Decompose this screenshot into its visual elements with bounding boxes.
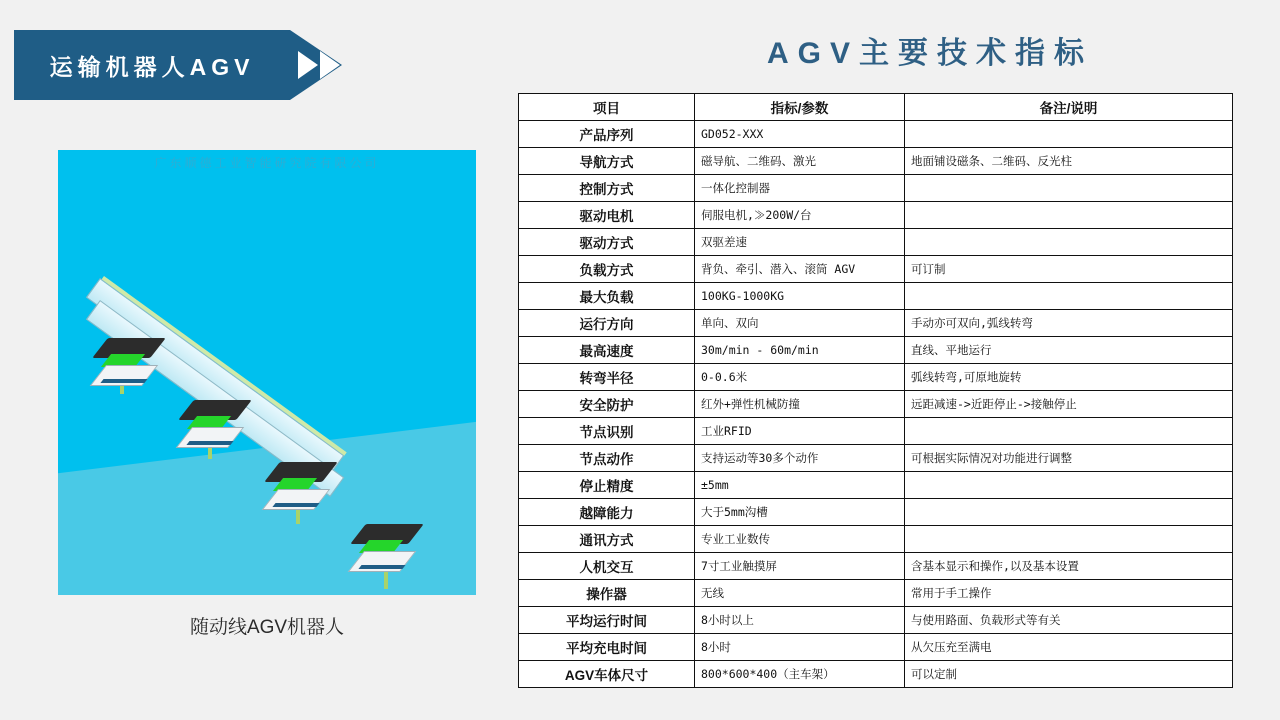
cell-note: [905, 202, 1233, 229]
spec-table: [518, 93, 1233, 688]
cell-note: [905, 229, 1233, 256]
section-banner: [14, 30, 384, 100]
cell-item: AGV车体尺寸: [519, 661, 695, 688]
cell-item: 导航方式: [519, 148, 695, 175]
cell-item: 产品序列: [519, 121, 695, 148]
cell-value: 100KG-1000KG: [695, 283, 905, 310]
cell-note: [905, 121, 1233, 148]
table-row: [519, 148, 1233, 175]
cell-item: 平均运行时间: [519, 607, 695, 634]
cell-value: ±5mm: [695, 472, 905, 499]
table-row: [519, 391, 1233, 418]
cell-value: 无线: [695, 580, 905, 607]
cell-note: 含基本显示和操作,以及基本设置: [905, 553, 1233, 580]
table-row: [519, 445, 1233, 472]
table-row: [519, 121, 1233, 148]
illustration-canvas: [58, 150, 476, 595]
agv-robot: [352, 524, 424, 576]
cell-item: 负载方式: [519, 256, 695, 283]
cell-note: 直线、平地运行: [905, 337, 1233, 364]
cell-value: 800*600*400（主车架）: [695, 661, 905, 688]
cell-item: 节点识别: [519, 418, 695, 445]
table-row: [519, 310, 1233, 337]
cell-item: 节点动作: [519, 445, 695, 472]
cell-value: 一体化控制器: [695, 175, 905, 202]
table-row: [519, 283, 1233, 310]
cell-item: 越障能力: [519, 499, 695, 526]
cell-note: 常用于手工操作: [905, 580, 1233, 607]
cell-note: 可订制: [905, 256, 1233, 283]
table-row: [519, 175, 1233, 202]
cell-item: 最大负载: [519, 283, 695, 310]
agv-base-strip: [186, 441, 233, 445]
cell-value: 支持运动等30多个动作: [695, 445, 905, 472]
cell-note: [905, 175, 1233, 202]
table-row: [519, 499, 1233, 526]
cell-note: 手动亦可双向,弧线转弯: [905, 310, 1233, 337]
cell-value: 工业RFID: [695, 418, 905, 445]
chevron-right-icon: [320, 51, 340, 79]
table-row: [519, 472, 1233, 499]
table-row: [519, 364, 1233, 391]
agv-base-strip: [100, 379, 147, 383]
cell-value: 专业工业数传: [695, 526, 905, 553]
agv-robot: [94, 338, 166, 390]
table-row: [519, 418, 1233, 445]
cell-value: 单向、双向: [695, 310, 905, 337]
cell-note: 可根据实际情况对功能进行调整: [905, 445, 1233, 472]
cell-item: 控制方式: [519, 175, 695, 202]
agv-base-strip: [358, 565, 405, 569]
cell-note: 可以定制: [905, 661, 1233, 688]
column-header-item: 项目: [519, 94, 695, 121]
cell-item: 通讯方式: [519, 526, 695, 553]
table-row: [519, 553, 1233, 580]
cell-item: 人机交互: [519, 553, 695, 580]
cell-value: 背负、牵引、潜入、滚筒 AGV: [695, 256, 905, 283]
cell-item: 最高速度: [519, 337, 695, 364]
cell-note: [905, 418, 1233, 445]
cell-note: 地面铺设磁条、二维码、反光柱: [905, 148, 1233, 175]
cell-item: 安全防护: [519, 391, 695, 418]
agv-illustration: [58, 150, 476, 595]
table-row: [519, 526, 1233, 553]
cell-value: 红外+弹性机械防撞: [695, 391, 905, 418]
cell-note: [905, 283, 1233, 310]
agv-robot: [266, 462, 338, 514]
table-header-row: [519, 94, 1233, 121]
cell-value: 0-0.6米: [695, 364, 905, 391]
cell-item: 驱动电机: [519, 202, 695, 229]
agv-robot: [180, 400, 252, 452]
cell-value: 7寸工业触摸屏: [695, 553, 905, 580]
column-header-value: 指标/参数: [695, 94, 905, 121]
cell-note: [905, 526, 1233, 553]
cell-note: 弧线转弯,可原地旋转: [905, 364, 1233, 391]
cell-value: 伺服电机,≫200W/台: [695, 202, 905, 229]
cell-value: 大于5mm沟槽: [695, 499, 905, 526]
cell-item: 转弯半径: [519, 364, 695, 391]
illustration-caption: 随动线AGV机器人: [189, 617, 345, 638]
table-row: [519, 337, 1233, 364]
table-row: [519, 229, 1233, 256]
agv-base-strip: [272, 503, 319, 507]
cell-value: GD052-XXX: [695, 121, 905, 148]
banner-label: 运输机器人AGV: [49, 53, 255, 80]
cell-note: 远距减速->近距停止->接触停止: [905, 391, 1233, 418]
cell-item: 平均充电时间: [519, 634, 695, 661]
cell-value: 30m/min - 60m/min: [695, 337, 905, 364]
table-row: [519, 607, 1233, 634]
cell-value: 双驱差速: [695, 229, 905, 256]
cell-item: 驱动方式: [519, 229, 695, 256]
column-header-note: 备注/说明: [905, 94, 1233, 121]
table-row: [519, 580, 1233, 607]
banner-body: [14, 30, 290, 100]
chevron-right-icon: [298, 51, 318, 79]
cell-item: 运行方向: [519, 310, 695, 337]
cell-value: 8小时以上: [695, 607, 905, 634]
cell-item: 停止精度: [519, 472, 695, 499]
cell-note: 从欠压充至满电: [905, 634, 1233, 661]
cell-value: 磁导航、二维码、激光: [695, 148, 905, 175]
table-row: [519, 661, 1233, 688]
table-row: [519, 202, 1233, 229]
cell-note: 与使用路面、负载形式等有关: [905, 607, 1233, 634]
page-title: AGV主要技术指标: [766, 37, 1093, 70]
cell-value: 8小时: [695, 634, 905, 661]
table-row: [519, 256, 1233, 283]
cell-note: [905, 472, 1233, 499]
illustration-watermark: 广东顺德工业智能研究院有限公司: [154, 156, 380, 170]
cell-note: [905, 499, 1233, 526]
cell-item: 操作器: [519, 580, 695, 607]
table-row: [519, 634, 1233, 661]
